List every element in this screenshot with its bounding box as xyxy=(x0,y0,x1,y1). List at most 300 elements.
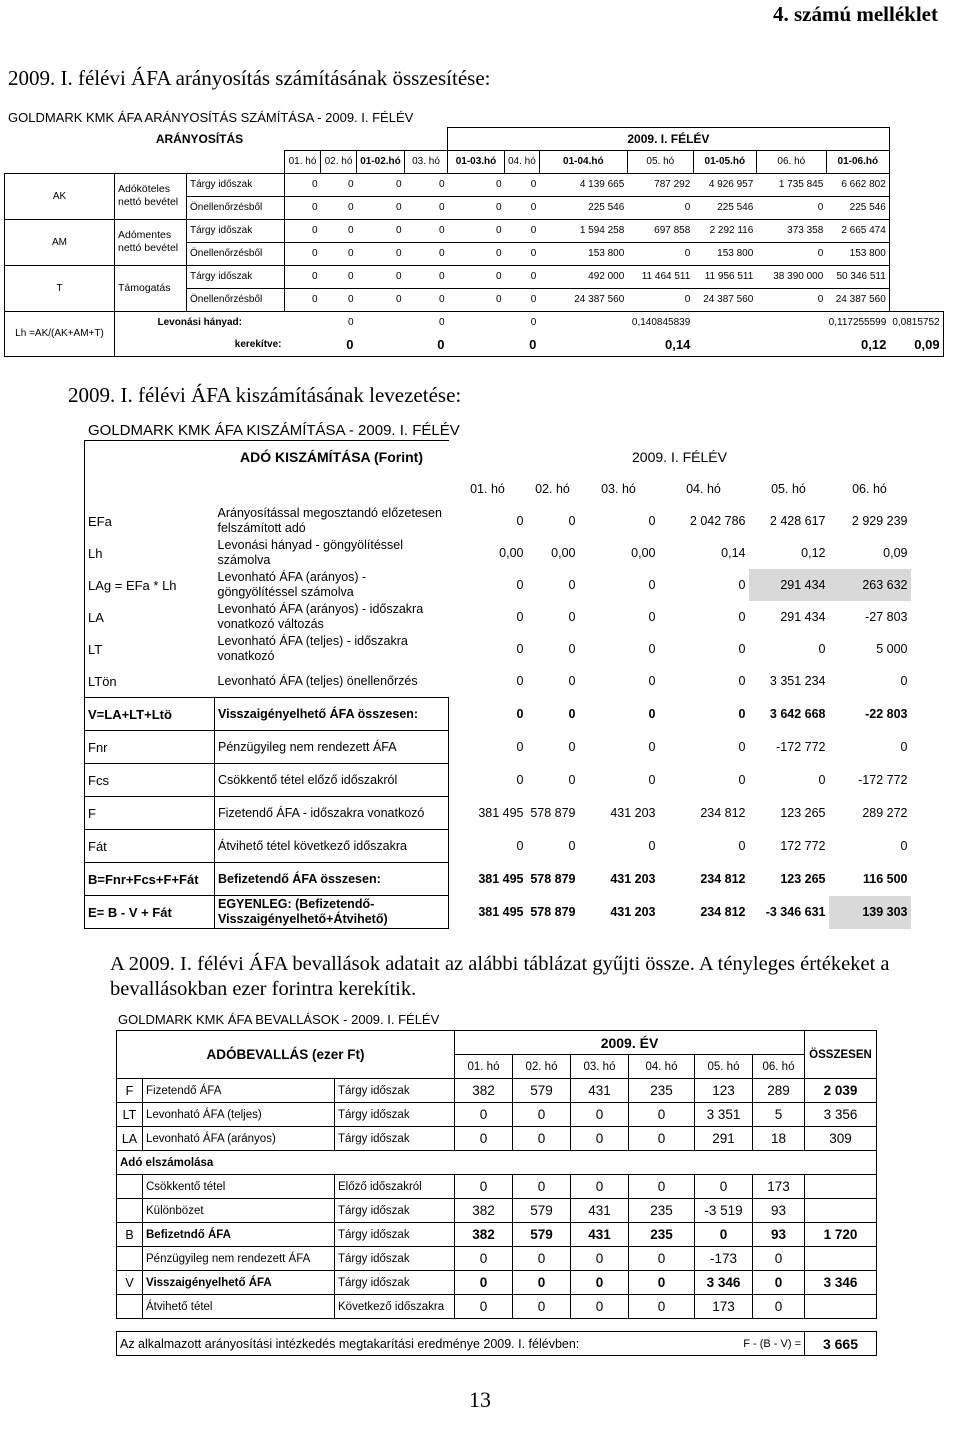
table-title: ADÓ KISZÁMÍTÁSA (Forint) xyxy=(215,441,449,474)
row-label: Fizetendő ÁFA - időszakra vonatkozó xyxy=(215,797,449,830)
row-label: Tárgy időszak xyxy=(187,219,285,242)
value-cell: 0,09 xyxy=(883,546,908,560)
section-label: Adó elszámolása xyxy=(117,1151,877,1175)
row-period: Tárgy időszak xyxy=(335,1247,455,1271)
value-cell: 578 879 xyxy=(530,806,576,820)
value-cell: 0 xyxy=(738,773,746,787)
value-cell: 0 xyxy=(571,1103,629,1127)
value-cell: 0 xyxy=(455,1127,513,1151)
value-cell: 0 xyxy=(568,773,576,787)
total-cell xyxy=(805,1175,877,1199)
value-cell: 382 xyxy=(455,1223,513,1247)
blank-cell xyxy=(5,128,115,151)
row-code: LAg = EFa * Lh xyxy=(85,569,215,601)
value-cell: 1 594 258 xyxy=(539,219,627,242)
value-cell: 0 xyxy=(627,242,693,265)
value-cell: 373 358 xyxy=(756,219,826,242)
data-row xyxy=(85,569,911,601)
value-cell: 0 xyxy=(516,610,524,624)
value-cell: 0 xyxy=(648,514,656,528)
total-header: ÖSSZESEN xyxy=(805,1031,877,1079)
row-code: F xyxy=(85,797,215,830)
value-cell: 0 xyxy=(448,288,505,311)
value-cell: 0 xyxy=(753,1247,805,1271)
total-cell xyxy=(805,1295,877,1319)
row-period: Tárgy időszak xyxy=(335,1127,455,1151)
header-row xyxy=(117,1031,877,1055)
value-cell: 0 xyxy=(513,1175,571,1199)
value-cell: 0 xyxy=(357,265,405,288)
value-cell: 0 xyxy=(505,242,540,265)
value-cell: 0 xyxy=(285,288,321,311)
header-row xyxy=(5,128,944,151)
value-cell: 431 203 xyxy=(610,872,656,886)
data-row xyxy=(117,1127,877,1151)
value-cell: 0 xyxy=(568,578,576,592)
value-cell: 0 xyxy=(405,196,448,219)
row-code: E= B - V + Fát xyxy=(85,896,215,929)
value-cell: 0 xyxy=(285,196,321,219)
value-cell: 0 xyxy=(405,173,448,196)
header-row xyxy=(85,441,911,474)
group-label: Adóköteles nettó bevétel xyxy=(115,173,187,219)
levonasi-value: 0 xyxy=(448,311,540,334)
value-cell: 2 665 474 xyxy=(826,219,889,242)
value-cell: 0 xyxy=(321,219,357,242)
value-cell: 0 xyxy=(629,1295,695,1319)
value-cell: 0 xyxy=(448,173,505,196)
value-cell: 5 000 xyxy=(876,642,908,656)
value-cell: 0 xyxy=(900,740,908,754)
value-cell: 0 xyxy=(321,173,357,196)
footer-formula: F - (B - V) = xyxy=(695,1332,805,1356)
value-cell: 579 xyxy=(513,1199,571,1223)
value-cell: 0 xyxy=(405,242,448,265)
column-header: 03. hó xyxy=(405,151,448,174)
row-code: B=Fnr+Fcs+F+Fát xyxy=(85,863,215,896)
data-row xyxy=(85,731,911,764)
row-label: Visszaigényelhető ÁFA összesen: xyxy=(215,698,449,731)
row-name: Pénzügyileg nem rendezett ÁFA xyxy=(143,1247,335,1271)
footer-row xyxy=(117,1332,877,1356)
row-code: EFa xyxy=(85,505,215,537)
value-cell: 2 292 116 xyxy=(693,219,756,242)
value-cell: 381 495 xyxy=(478,905,524,919)
column-header: 05. hó xyxy=(771,482,806,496)
levonasi-value: 0 xyxy=(357,311,448,334)
row-label: Átvihető tétel következő időszakra xyxy=(215,830,449,863)
data-row xyxy=(85,505,911,537)
value-cell: 0 xyxy=(405,265,448,288)
row-label: Csökkentő tétel előző időszakról xyxy=(215,764,449,797)
levonasi-value: 0,0815752 xyxy=(889,311,943,334)
value-cell: 0 xyxy=(568,707,576,721)
data-row xyxy=(85,698,911,731)
row-code: LTön xyxy=(85,665,215,698)
value-cell: 291 434 xyxy=(749,569,829,601)
value-cell: 289 xyxy=(753,1079,805,1103)
value-cell: 225 546 xyxy=(693,196,756,219)
levonasi-row xyxy=(5,311,944,334)
row-label: Önellenőrzésből xyxy=(187,242,285,265)
value-cell: 431 xyxy=(571,1223,629,1247)
section3-subtitle: GOLDMARK KMK ÁFA BEVALLÁSOK - 2009. I. FÉLÉV xyxy=(118,1012,440,1027)
value-cell: 0 xyxy=(321,265,357,288)
value-cell: 0 xyxy=(357,288,405,311)
page-number: 13 xyxy=(469,1387,491,1412)
value-cell: 24 387 560 xyxy=(826,288,889,311)
column-header: 06. hó xyxy=(852,482,887,496)
kerekitve-label: kerekítve: xyxy=(115,334,285,357)
value-cell: 0 xyxy=(568,514,576,528)
column-header: 01-05.hó xyxy=(693,151,756,174)
value-cell: 0 xyxy=(405,219,448,242)
value-cell: 431 xyxy=(571,1079,629,1103)
proportioning-table xyxy=(4,127,944,357)
value-cell: 0 xyxy=(513,1127,571,1151)
data-row xyxy=(5,173,944,196)
value-cell: 0 xyxy=(571,1127,629,1151)
value-cell: 0 xyxy=(513,1271,571,1295)
value-cell: 225 546 xyxy=(539,196,627,219)
row-code: LT xyxy=(117,1103,143,1127)
value-cell: 0 xyxy=(455,1103,513,1127)
value-cell: 0 xyxy=(629,1247,695,1271)
footer-label: Az alkalmazott arányosítási intézkedés megtakarítási eredménye 2009. I. félévben: xyxy=(117,1332,695,1356)
value-cell: 0 xyxy=(648,740,656,754)
value-cell: 2 428 617 xyxy=(769,514,826,528)
row-code: LA xyxy=(117,1127,143,1151)
value-cell: 381 495 xyxy=(478,872,524,886)
value-cell: 381 495 xyxy=(478,806,524,820)
value-cell: 38 390 000 xyxy=(756,265,826,288)
value-cell: 0 xyxy=(513,1247,571,1271)
table-title: ADÓBEVALLÁS (ezer Ft) xyxy=(117,1031,455,1079)
blank-cell xyxy=(117,1319,877,1332)
row-name: Csökkentő tétel xyxy=(143,1175,335,1199)
value-cell: 0 xyxy=(648,642,656,656)
column-header: 04. hó xyxy=(505,151,540,174)
value-cell: 0,12 xyxy=(801,546,826,560)
value-cell: 235 xyxy=(629,1199,695,1223)
row-label: Befizetendő ÁFA összesen: xyxy=(215,863,449,896)
value-cell: 0 xyxy=(648,839,656,853)
value-cell: 579 xyxy=(513,1079,571,1103)
value-cell: 0 xyxy=(448,242,505,265)
column-header: 04. hó xyxy=(629,1055,695,1079)
value-cell: 50 346 511 xyxy=(826,265,889,288)
total-cell: 3 346 xyxy=(805,1271,877,1295)
value-cell: 0,00 xyxy=(499,546,524,560)
data-row xyxy=(85,633,911,665)
value-cell: 0 xyxy=(505,288,540,311)
value-cell: 0 xyxy=(516,642,524,656)
row-name: Fizetendő ÁFA xyxy=(143,1079,335,1103)
value-cell: 0 xyxy=(629,1271,695,1295)
row-label: Arányosítással megosztandó előzetesen felszámított adó xyxy=(217,506,442,535)
value-cell: 24 387 560 xyxy=(693,288,756,311)
value-cell: 3 351 234 xyxy=(769,674,826,689)
value-cell: 579 xyxy=(513,1223,571,1247)
value-cell: 0 xyxy=(455,1247,513,1271)
blank-cell xyxy=(85,441,215,474)
row-label: Tárgy időszak xyxy=(187,265,285,288)
value-cell: 0 xyxy=(448,265,505,288)
lh-formula: Lh =AK/(AK+AM+T) xyxy=(5,311,115,356)
value-cell: 2 929 239 xyxy=(851,514,908,528)
row-name: Befizetndő ÁFA xyxy=(143,1223,335,1247)
value-cell: 0 xyxy=(505,196,540,219)
row-label: Levonható ÁFA (teljes) önellenőrzés xyxy=(217,673,418,688)
value-cell: 0 xyxy=(285,265,321,288)
value-cell: 578 879 xyxy=(530,872,576,886)
value-cell: 0 xyxy=(516,514,524,528)
total-cell: 309 xyxy=(805,1127,877,1151)
total-cell: 1 720 xyxy=(805,1223,877,1247)
value-cell: 0 xyxy=(568,642,576,656)
column-header: 06. hó xyxy=(756,151,826,174)
value-cell: 0 xyxy=(753,1295,805,1319)
row-label: Levonható ÁFA (arányos) - időszakra vonatkozó változás xyxy=(217,602,424,631)
value-cell: -3 346 631 xyxy=(765,905,826,919)
value-cell: 0 xyxy=(357,242,405,265)
value-cell: 173 xyxy=(695,1295,753,1319)
value-cell: 0 xyxy=(568,740,576,754)
row-code: Lh xyxy=(85,537,215,569)
value-cell: 291 xyxy=(695,1127,753,1151)
returns-table xyxy=(116,1030,877,1356)
data-row xyxy=(117,1223,877,1247)
value-cell: 0 xyxy=(448,219,505,242)
column-header: 03. hó xyxy=(601,482,636,496)
tax-calculation-table xyxy=(84,440,911,929)
value-cell: 4 139 665 xyxy=(539,173,627,196)
row-period: Következő időszakra xyxy=(335,1295,455,1319)
value-cell: 3 642 668 xyxy=(769,707,826,721)
value-cell: 6 662 802 xyxy=(826,173,889,196)
value-cell: 0 xyxy=(321,288,357,311)
kerekitve-value: 0 xyxy=(285,334,357,357)
section1-title: 2009. I. félévi ÁFA arányosítás számításának összesítése: xyxy=(8,66,491,90)
kerekitve-value: 0,09 xyxy=(889,334,943,357)
kerekitve-value: 0 xyxy=(357,334,448,357)
value-cell: 235 xyxy=(629,1079,695,1103)
row-code xyxy=(117,1295,143,1319)
value-cell: 153 800 xyxy=(539,242,627,265)
data-row xyxy=(117,1247,877,1271)
value-cell: 0 xyxy=(738,740,746,754)
column-header: 04. hó xyxy=(686,482,721,496)
value-cell: 4 926 957 xyxy=(693,173,756,196)
column-header: 01-02.hó xyxy=(357,151,405,174)
value-cell: 11 956 511 xyxy=(693,265,756,288)
row-label: Önellenőrzésből xyxy=(187,196,285,219)
value-cell: 578 879 xyxy=(530,905,576,919)
value-cell: 0,00 xyxy=(631,546,656,560)
value-cell: 0 xyxy=(448,196,505,219)
blank-cell xyxy=(85,473,215,505)
value-cell: 0 xyxy=(818,773,826,787)
value-cell: 0 xyxy=(695,1175,753,1199)
value-cell: 0 xyxy=(627,196,693,219)
column-header: 01. hó xyxy=(470,482,505,496)
data-row xyxy=(117,1271,877,1295)
column-header: 01. hó xyxy=(285,151,321,174)
value-cell: 234 812 xyxy=(700,806,746,820)
row-label: Tárgy időszak xyxy=(187,173,285,196)
value-cell: -172 772 xyxy=(858,773,908,787)
value-cell: -3 519 xyxy=(695,1199,753,1223)
data-row xyxy=(117,1103,877,1127)
value-cell: 0 xyxy=(629,1127,695,1151)
value-cell: 0 xyxy=(756,196,826,219)
value-cell: 0 xyxy=(900,674,908,689)
row-label: Pénzügyileg nem rendezett ÁFA xyxy=(215,731,449,764)
column-header: 05. hó xyxy=(627,151,693,174)
value-cell: 172 772 xyxy=(780,839,826,853)
group-code: AK xyxy=(5,173,115,219)
value-cell: 0 xyxy=(571,1295,629,1319)
total-cell xyxy=(805,1247,877,1271)
value-cell: 0 xyxy=(516,707,524,721)
value-cell: -22 803 xyxy=(865,707,908,721)
row-period: Előző időszakról xyxy=(335,1175,455,1199)
column-header: 01. hó xyxy=(455,1055,513,1079)
kerekitve-value: 0,14 xyxy=(539,334,693,357)
value-cell: 0 xyxy=(455,1271,513,1295)
value-cell: -27 803 xyxy=(865,610,908,624)
value-cell: 0 xyxy=(516,773,524,787)
value-cell: 3 346 xyxy=(695,1271,753,1295)
row-label: Levonási hányad - göngyölítéssel számolva xyxy=(217,538,404,567)
data-row xyxy=(85,863,911,896)
row-code: F xyxy=(117,1079,143,1103)
period-header: 2009. I. FÉLÉV xyxy=(448,128,890,151)
value-cell: 153 800 xyxy=(693,242,756,265)
value-cell: 11 464 511 xyxy=(627,265,693,288)
value-cell: 225 546 xyxy=(826,196,889,219)
column-header: 02. hó xyxy=(535,482,570,496)
appendix-label: 4. számú melléklet xyxy=(772,2,938,26)
row-code: LT xyxy=(85,633,215,665)
value-cell: 3 351 xyxy=(695,1103,753,1127)
column-header: 03. hó xyxy=(571,1055,629,1079)
data-row xyxy=(117,1175,877,1199)
value-cell: 0 xyxy=(571,1271,629,1295)
value-cell: 0 xyxy=(818,642,826,656)
value-cell: 0 xyxy=(285,242,321,265)
value-cell: 0 xyxy=(629,1175,695,1199)
row-code: V=LA+LT+Ltö xyxy=(85,698,215,731)
section-row xyxy=(117,1151,877,1175)
value-cell: 0 xyxy=(321,196,357,219)
data-row xyxy=(5,219,944,242)
value-cell: 0 xyxy=(357,219,405,242)
period-header: 2009. ÉV xyxy=(455,1031,805,1055)
table-title: ARÁNYOSÍTÁS xyxy=(155,132,244,146)
value-cell: 0 xyxy=(321,242,357,265)
value-cell: 0 xyxy=(648,707,656,721)
value-cell: 5 xyxy=(753,1103,805,1127)
value-cell: 431 203 xyxy=(610,806,656,820)
value-cell: 0 xyxy=(505,173,540,196)
row-label: Levonható ÁFA (arányos) - göngyölítéssel számolva xyxy=(217,570,367,599)
value-cell: 0 xyxy=(455,1175,513,1199)
value-cell: 93 xyxy=(753,1199,805,1223)
data-row xyxy=(117,1199,877,1223)
data-row xyxy=(85,764,911,797)
row-name: Visszaigényelhető ÁFA xyxy=(143,1271,335,1295)
row-code xyxy=(117,1175,143,1199)
value-cell: 0 xyxy=(516,578,524,592)
spacer-row xyxy=(117,1319,877,1332)
value-cell: 0 xyxy=(357,173,405,196)
row-period: Tárgy időszak xyxy=(335,1103,455,1127)
group-label: Támogatás xyxy=(115,265,187,311)
value-cell: 116 500 xyxy=(863,872,908,886)
kerekitve-value: 0 xyxy=(448,334,540,357)
row-code: Fcs xyxy=(85,764,215,797)
data-row xyxy=(85,830,911,863)
value-cell: 0 xyxy=(648,578,656,592)
blank-cell xyxy=(5,151,285,174)
total-cell: 3 356 xyxy=(805,1103,877,1127)
levonasi-value: 0,140845839 xyxy=(539,311,693,334)
data-row xyxy=(85,896,911,929)
data-row xyxy=(85,537,911,569)
value-cell: 0 xyxy=(627,288,693,311)
levonasi-value: 0,117255599 xyxy=(693,311,889,334)
value-cell: 0 xyxy=(505,265,540,288)
data-row xyxy=(85,797,911,830)
value-cell: 123 265 xyxy=(780,872,826,886)
value-cell: 0 xyxy=(357,196,405,219)
column-header: 05. hó xyxy=(695,1055,753,1079)
value-cell: 697 858 xyxy=(627,219,693,242)
value-cell: 0 xyxy=(513,1103,571,1127)
kerekitve-row xyxy=(5,334,944,357)
value-cell: 0 xyxy=(516,740,524,754)
value-cell: 0 xyxy=(648,674,656,689)
section2-subtitle: GOLDMARK KMK ÁFA KISZÁMÍTÁSA - 2009. I. FÉLÉV xyxy=(88,422,460,439)
value-cell: 24 387 560 xyxy=(539,288,627,311)
row-code: LA xyxy=(85,601,215,633)
total-cell: 2 039 xyxy=(805,1079,877,1103)
value-cell: -173 xyxy=(695,1247,753,1271)
value-cell: 0 xyxy=(738,642,746,656)
row-code xyxy=(117,1199,143,1223)
column-header: 06. hó xyxy=(753,1055,805,1079)
value-cell: -172 772 xyxy=(776,740,826,754)
data-row xyxy=(117,1079,877,1103)
section3-paragraph: A 2009. I. félévi ÁFA bevallások adatait az alábbi táblázat gyűjti össze. A tényleges értékeket a bevallásokban ezer forintra kerekítik. xyxy=(110,953,890,1000)
column-header: 01-04.hó xyxy=(539,151,627,174)
value-cell: 0 xyxy=(695,1223,753,1247)
row-code: B xyxy=(117,1223,143,1247)
value-cell: 0,00 xyxy=(551,546,576,560)
value-cell: 0 xyxy=(405,288,448,311)
column-header-row xyxy=(5,151,944,174)
value-cell: 123 265 xyxy=(780,806,826,820)
row-period: Tárgy időszak xyxy=(335,1199,455,1223)
value-cell: 173 xyxy=(753,1175,805,1199)
data-row xyxy=(5,265,944,288)
footer-value: 3 665 xyxy=(805,1332,877,1356)
value-cell: 18 xyxy=(753,1127,805,1151)
value-cell: 0 xyxy=(900,839,908,853)
value-cell: 431 203 xyxy=(610,905,656,919)
value-cell: 0 xyxy=(571,1175,629,1199)
